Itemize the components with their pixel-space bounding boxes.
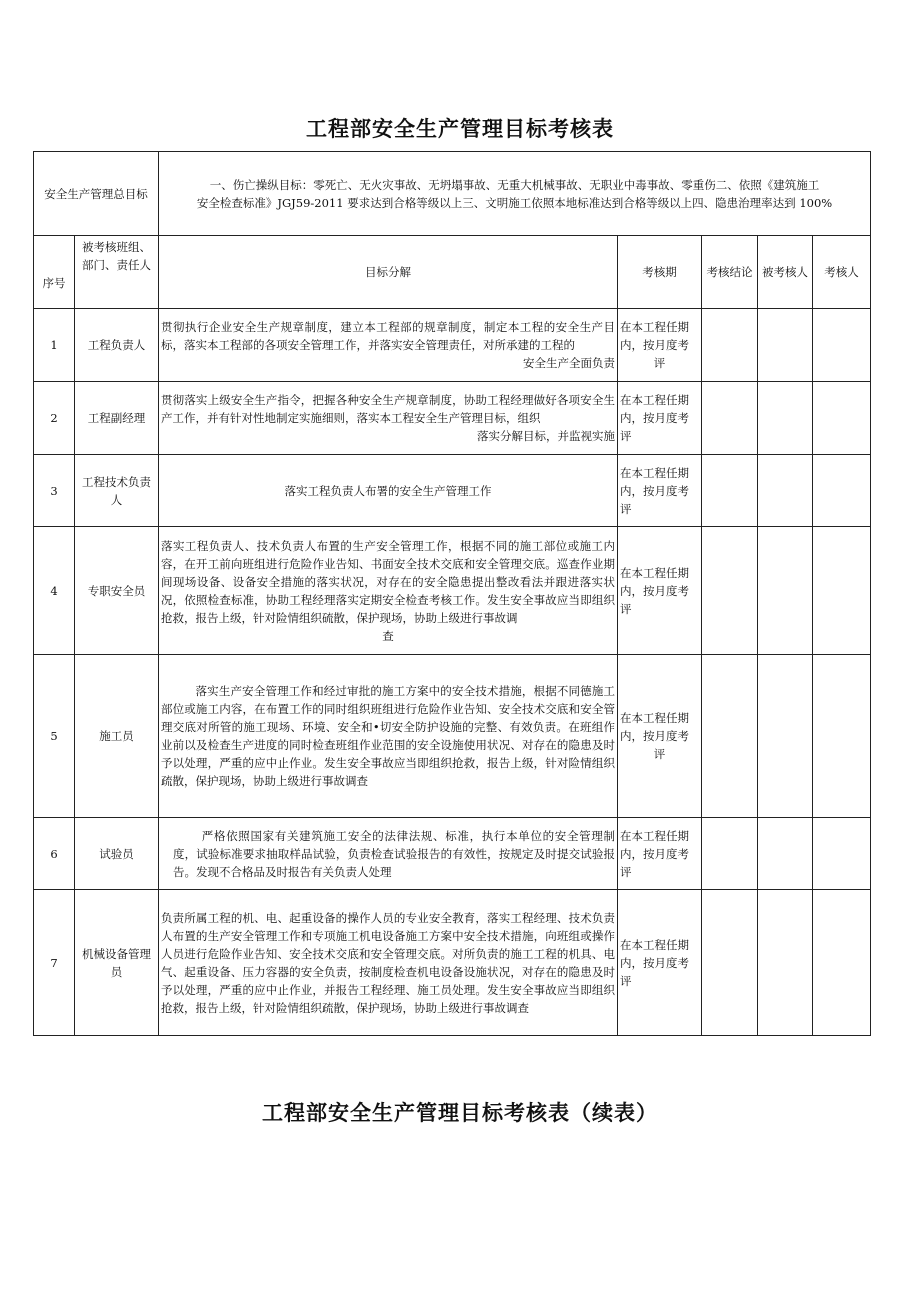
row-conclusion-cell[interactable]	[702, 818, 758, 890]
table-row	[34, 818, 871, 890]
row-seq: 4	[34, 527, 75, 655]
header-assessor: 考核人	[813, 236, 871, 309]
breakdown-text-end: 安全生产全面负责	[523, 356, 615, 370]
breakdown-text-end: 查	[382, 628, 394, 643]
row-period	[618, 655, 702, 818]
row-period: 在本工程任期内，按月度考评	[618, 382, 702, 455]
row-assessor-cell[interactable]	[813, 655, 871, 818]
row-period: 在本工程任期内，按月度考评	[618, 818, 702, 890]
row-breakdown	[159, 527, 618, 655]
row-assessed-cell[interactable]	[758, 455, 813, 527]
row-assessor-cell[interactable]	[813, 890, 871, 1036]
header-conclusion: 考核结论	[702, 236, 758, 309]
row-target: 试验员	[75, 818, 159, 890]
breakdown-text: 落实工程负责人、技术负责人布置的生产安全管理工作，根据不同的施工部位或施工内容，在开工前向班组进行危险作业告知、书面安全技术交底和安全管理交底。巡查作业期间现场设备、设备安全措施的落实状况，对存在的安全隐患提出整改看法并跟进落实状况，依照检查标准，协助工程经理落实定期安全检查考核工作。发生安全事故应当即组织抢救，报告上级，针对险情组织硫散，保护现场，协助上级进行事故调	[161, 538, 615, 625]
goal-text	[159, 152, 871, 236]
row-conclusion-cell[interactable]	[702, 455, 758, 527]
row-breakdown	[159, 309, 618, 382]
row-assessor-cell[interactable]	[813, 455, 871, 527]
row-seq: 7	[34, 890, 75, 1036]
row-breakdown: 落实工程负责人布署的安全生产管理工作	[159, 455, 618, 527]
header-seq: 序号	[34, 236, 75, 309]
row-seq: 6	[34, 818, 75, 890]
breakdown-text: 严格依照国家有关建筑施工安全的法律法规、标准，执行本单位的安全管理制度，试验标准要求抽取样品试验，负责检查试验报告的有效性，按规定及时提交试验报告。发现不合格品及时报告有关负责人处理	[173, 828, 615, 879]
row-period: 在本工程任期内，按月度考评	[618, 890, 702, 1036]
header-row	[34, 236, 871, 309]
header-assessed: 被考核人	[758, 236, 813, 309]
row-assessor-cell[interactable]	[813, 818, 871, 890]
row-conclusion-cell[interactable]	[702, 309, 758, 382]
assessment-table	[33, 151, 871, 1036]
row-period	[618, 309, 702, 382]
row-assessed-cell[interactable]	[758, 527, 813, 655]
period-text-end: 评	[653, 747, 666, 761]
row-assessor-cell[interactable]	[813, 527, 871, 655]
row-target: 机械设备管理员	[75, 890, 159, 1036]
period-text: 在本工程任期内，按月度考	[620, 711, 689, 743]
row-target: 工程负责人	[75, 309, 159, 382]
goal-line-1: 一、伤亡操纵目标：零死亡、无火灾事故、无坍塌事故、无重大机械事故、无职业中毒事故、零重伤二、依照《建筑施工	[209, 177, 820, 192]
header-breakdown: 目标分解	[159, 236, 618, 309]
row-target: 专职安全员	[75, 527, 159, 655]
row-period: 在本工程任期内，按月度考评	[618, 527, 702, 655]
goal-row	[34, 152, 871, 236]
header-period: 考核期	[618, 236, 702, 309]
row-assessed-cell[interactable]	[758, 890, 813, 1036]
row-period: 在本工程任期内，按月度考评	[618, 455, 702, 527]
row-breakdown	[159, 655, 618, 818]
row-assessor-cell[interactable]	[813, 309, 871, 382]
table-row	[34, 309, 871, 382]
goal-label: 安全生产管理总目标	[34, 152, 159, 236]
breakdown-text: 贯彻执行企业安全生产规章制度，建立本工程部的规章制度，制定本工程的安全生产目标，落实本工程部的各项安全管理工作，并落实安全管理责任，对所承建的工程的	[161, 320, 615, 352]
goal-line-2: 安全检查标准》JGJ59-2011 要求达到合格等级以上三、文明施工依照本地标准达到合格等级以上四、隐患治理率达到 100%	[196, 195, 833, 210]
row-target: 工程副经理	[75, 382, 159, 455]
row-breakdown	[159, 818, 618, 890]
row-conclusion-cell[interactable]	[702, 527, 758, 655]
table-row	[34, 527, 871, 655]
period-text: 在本工程任期内，按月度考	[620, 320, 689, 352]
row-breakdown: 负责所属工程的机、电、起重设备的操作人员的专业安全教育，落实工程经理、技术负责人布置的生产安全管理工作和专项施工机电设备施工方案中安全技术措施，向班组或操作人员进行危险作业告知、安全技术交底和安全管理交底。对所负责的施工工程的机具、电气、起重设备、压力容器的安全负责，按制度检查机电设备设施状况，对存在的隐患及时予以处理，严重的应中止作业，并报告工程经理、施工员处理。发生安全事故应当即组织抢救，报告上级，针对险情组织疏散，保护现场，协助上级进行事故调查	[159, 890, 618, 1036]
table-row	[34, 655, 871, 818]
row-conclusion-cell[interactable]	[702, 890, 758, 1036]
row-seq: 1	[34, 309, 75, 382]
breakdown-text-end: 落实分解目标，并监视实施	[477, 429, 615, 443]
page-title: 工程部安全生产管理目标考核表	[306, 117, 614, 141]
header-target: 被考核班组、部门、责任人	[75, 236, 159, 309]
row-assessed-cell[interactable]	[758, 382, 813, 455]
row-target: 施工员	[75, 655, 159, 818]
row-seq: 3	[34, 455, 75, 527]
row-seq: 2	[34, 382, 75, 455]
row-seq: 5	[34, 655, 75, 818]
breakdown-text: 贯彻落实上级安全生产指令，把握各种安全生产规章制度，协助工程经理做好各项安全生产工作，并有针对性地制定实施细则，落实本工程安全生产管理目标，组织	[161, 393, 615, 425]
row-assessor-cell[interactable]	[813, 382, 871, 455]
row-assessed-cell[interactable]	[758, 818, 813, 890]
row-assessed-cell[interactable]	[758, 309, 813, 382]
table-row	[34, 890, 871, 1036]
row-conclusion-cell[interactable]	[702, 655, 758, 818]
row-target: 工程技术负责人	[75, 455, 159, 527]
row-breakdown	[159, 382, 618, 455]
row-assessed-cell[interactable]	[758, 655, 813, 818]
continued-title: 工程部安全生产管理目标考核表（续表）	[262, 1101, 658, 1125]
period-text-end: 评	[653, 356, 666, 370]
row-conclusion-cell[interactable]	[702, 382, 758, 455]
table-row	[34, 382, 871, 455]
breakdown-text: 落实生产安全管理工作和经过审批的施工方案中的安全技术措施，根据不同德施工部位或施工内容，在布置工作的同时组织班组进行危险作业告知、安全技术交底和安全管理交底对所管的施工现场、环境、安全和•切安全防护设施的完整、有效负责。在班组作业前以及检查生产进度的同时检查班组作业范围的安全设施使用状况、对存在的隐患及时予以处理，严重的应中止作业。发生安全事故应当即组织抢救，报告上级，针对险情组织疏散，保护现场，协助上级进行事故调查	[161, 684, 615, 788]
table-row	[34, 455, 871, 527]
